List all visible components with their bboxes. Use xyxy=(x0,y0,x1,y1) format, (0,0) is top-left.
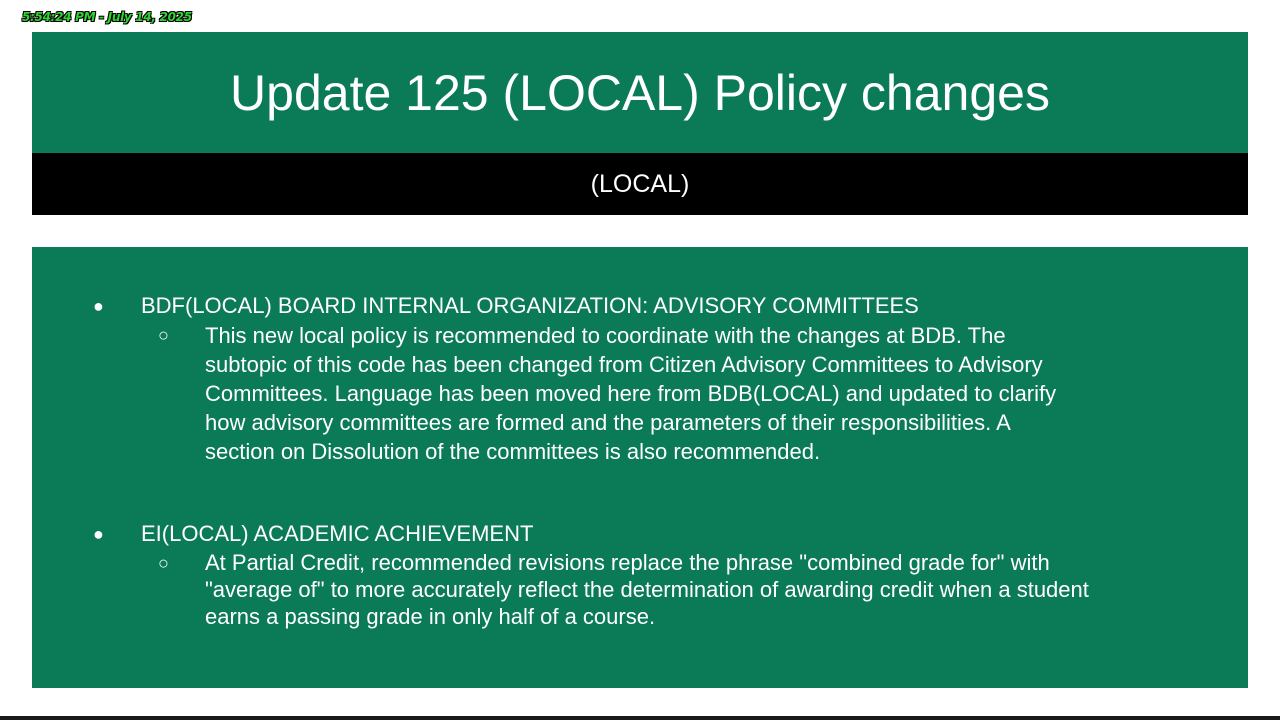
description-line: This new local policy is recommended to coordinate with the changes at BDB. The xyxy=(205,323,1006,348)
policy-item-heading: EI(LOCAL) ACADEMIC ACHIEVEMENT xyxy=(141,521,534,546)
player-bottom-edge xyxy=(0,716,1280,720)
slide-subtitle: (LOCAL) xyxy=(590,169,690,198)
policy-item-description xyxy=(205,321,1205,466)
slide-title-band xyxy=(32,32,1248,153)
description-line: subtopic of this code has been changed from Citizen Advisory Committees to Advisory xyxy=(205,352,1043,377)
description-line: how advisory committees are formed and the parameters of their responsibilities. A xyxy=(205,410,1011,435)
bullet-icon: ● xyxy=(93,296,104,316)
slide-title: Update 125 (LOCAL) Policy changes xyxy=(230,64,1050,121)
sub-bullet-icon: ○ xyxy=(158,553,169,573)
policy-item-body xyxy=(32,321,1248,466)
description-line: At Partial Credit, recommended revisions replace the phrase "combined grade for" with xyxy=(205,550,1050,575)
bullet-icon: ● xyxy=(93,524,104,544)
slide-content-panel xyxy=(32,247,1248,688)
policy-item xyxy=(32,291,1248,466)
slide-subtitle-band xyxy=(32,153,1248,215)
policy-item-description xyxy=(205,549,1205,630)
policy-item xyxy=(32,519,1248,630)
description-line: Committees. Language has been moved here from BDB(LOCAL) and updated to clarify xyxy=(205,381,1057,406)
policy-item-heading: BDF(LOCAL) BOARD INTERNAL ORGANIZATION: ADVISORY COMMITTEES xyxy=(141,293,919,318)
sub-bullet-icon: ○ xyxy=(158,325,169,345)
policy-item-header xyxy=(32,291,1248,321)
description-line: earns a passing grade in only half of a course. xyxy=(205,604,656,629)
description-line: section on Dissolution of the committees is also recommended. xyxy=(205,439,821,464)
policy-item-header xyxy=(32,519,1248,549)
timestamp-overlay: 5:54:24 PM - July 14, 2025 xyxy=(22,10,192,24)
description-line: "average of" to more accurately reflect the determination of awarding credit when a student xyxy=(205,577,1089,602)
policy-item-body xyxy=(32,549,1248,630)
